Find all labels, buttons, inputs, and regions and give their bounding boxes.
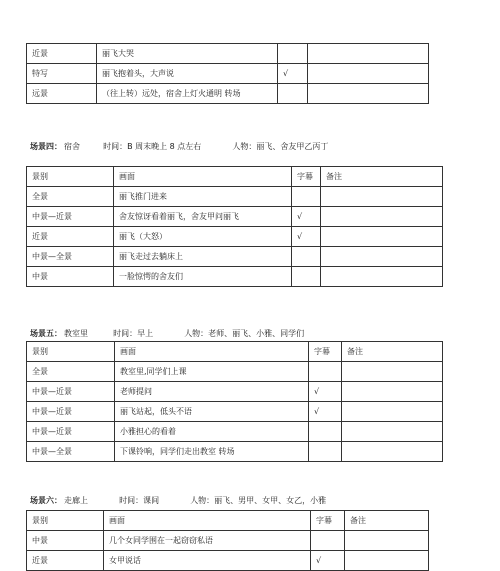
scene4-label: 场景四： [30, 142, 62, 151]
scene-description-cell: 丽飞推门进来 [114, 187, 292, 207]
notes-cell [321, 187, 443, 207]
shot-type-cell: 中景 [27, 531, 104, 551]
scene4-table [26, 166, 443, 287]
table-row [27, 442, 443, 462]
shot-type-cell: 中景—近景 [27, 382, 115, 402]
header-subtitle: 字幕 [311, 511, 345, 531]
scene4-time: 时间：B 周末晚上 8 点左右 [103, 142, 202, 151]
shot-type-cell: 中景—近景 [27, 402, 115, 422]
shot-type-cell: 中景 [27, 267, 114, 287]
scene6-heading [30, 495, 328, 507]
notes-cell [345, 551, 429, 571]
table-row [27, 84, 429, 104]
subtitle-cell [292, 247, 321, 267]
shot-type-cell: 近景 [27, 227, 114, 247]
table-row [27, 422, 443, 442]
table-row [27, 551, 429, 571]
shot-type-cell: 中景—全景 [27, 247, 114, 267]
table-row [27, 247, 443, 267]
scene6-place: 走廊上 [64, 496, 88, 505]
header-notes: 备注 [342, 342, 443, 362]
shot-type-cell: 全景 [27, 362, 115, 382]
shot-type-cell: 中景—全景 [27, 442, 115, 462]
shot-type-cell: 中景—近景 [27, 207, 114, 227]
notes-cell [345, 531, 429, 551]
subtitle-cell [311, 531, 345, 551]
notes-cell [308, 44, 429, 64]
subtitle-cell: √ [292, 207, 321, 227]
subtitle-cell [309, 362, 342, 382]
scene6-time: 时间：课间 [119, 496, 160, 505]
table-row [27, 44, 429, 64]
scene5-time: 时间：早上 [113, 329, 154, 338]
scene-description-cell: （往上转）远处，宿舍上灯火通明 转场 [97, 84, 278, 104]
scene-description-cell: 小雅担心的看着 [115, 422, 309, 442]
scene-description-cell: 丽飞站起，低头不语 [115, 402, 309, 422]
header-scene-description: 画面 [114, 167, 292, 187]
subtitle-cell [278, 44, 308, 64]
table-row [27, 362, 443, 382]
scene4-place: 宿舍 [64, 142, 80, 151]
scene-description-cell: 一脸惊愕的舍友们 [114, 267, 292, 287]
table-row [27, 227, 443, 247]
table-row [27, 187, 443, 207]
notes-cell [308, 64, 429, 84]
scene6-table [26, 510, 429, 571]
table-header-row [27, 342, 443, 362]
header-scene-description: 画面 [115, 342, 309, 362]
shot-type-cell: 近景 [27, 44, 97, 64]
notes-cell [342, 442, 443, 462]
shot-type-cell: 全景 [27, 187, 114, 207]
scene4-people: 人物：丽飞、舍友甲乙丙丁 [232, 142, 329, 151]
notes-cell [321, 267, 443, 287]
subtitle-cell: √ [292, 227, 321, 247]
scene5-people: 人物：老师、丽飞、小雅、同学们 [184, 329, 305, 338]
table-header-row [27, 511, 429, 531]
scene5-label: 场景五： [30, 329, 62, 338]
storyboard-table-continued [26, 43, 429, 104]
header-shot-type: 景别 [27, 167, 114, 187]
notes-cell [342, 362, 443, 382]
scene6-label: 场景六： [30, 496, 62, 505]
scene4-heading [30, 141, 330, 153]
table-header-row [27, 167, 443, 187]
table-row [27, 207, 443, 227]
subtitle-cell [309, 442, 342, 462]
scene-description-cell: 丽飞抱着头，大声说 [97, 64, 278, 84]
shot-type-cell: 特写 [27, 64, 97, 84]
header-notes: 备注 [345, 511, 429, 531]
header-scene-description: 画面 [104, 511, 311, 531]
scene-description-cell: 女甲说话 [104, 551, 311, 571]
notes-cell [321, 247, 443, 267]
table-row [27, 531, 429, 551]
scene-description-cell: 老师提问 [115, 382, 309, 402]
scene-description-cell: 丽飞大哭 [97, 44, 278, 64]
notes-cell [342, 402, 443, 422]
header-subtitle: 字幕 [292, 167, 321, 187]
shot-type-cell: 近景 [27, 551, 104, 571]
header-subtitle: 字幕 [309, 342, 342, 362]
notes-cell [308, 84, 429, 104]
table-row [27, 267, 443, 287]
table-row [27, 382, 443, 402]
subtitle-cell: √ [278, 64, 308, 84]
scene-description-cell: 下课铃响，同学们走出教室 转场 [115, 442, 309, 462]
scene5-table [26, 341, 443, 462]
shot-type-cell: 远景 [27, 84, 97, 104]
notes-cell [342, 422, 443, 442]
scene-description-cell: 教室里,同学们上课 [115, 362, 309, 382]
header-notes: 备注 [321, 167, 443, 187]
header-shot-type: 景别 [27, 342, 115, 362]
scene-description-cell: 丽飞（大怒） [114, 227, 292, 247]
notes-cell [321, 207, 443, 227]
subtitle-cell: √ [309, 382, 342, 402]
subtitle-cell: √ [311, 551, 345, 571]
scene5-place: 教室里 [64, 329, 88, 338]
notes-cell [342, 382, 443, 402]
header-shot-type: 景别 [27, 511, 104, 531]
scene-description-cell: 几个女同学围在一起窃窃私语 [104, 531, 311, 551]
subtitle-cell [292, 267, 321, 287]
notes-cell [321, 227, 443, 247]
table-row [27, 64, 429, 84]
subtitle-cell [278, 84, 308, 104]
subtitle-cell: √ [309, 402, 342, 422]
shot-type-cell: 中景—近景 [27, 422, 115, 442]
scene5-heading [30, 328, 306, 340]
scene-description-cell: 丽飞走过去躺床上 [114, 247, 292, 267]
subtitle-cell [292, 187, 321, 207]
subtitle-cell [309, 422, 342, 442]
table-row [27, 402, 443, 422]
scene-description-cell: 舍友惊讶看着丽飞，舍友甲问丽飞 [114, 207, 292, 227]
scene6-people: 人物：丽飞、男甲、女甲、女乙，小雅 [190, 496, 327, 505]
